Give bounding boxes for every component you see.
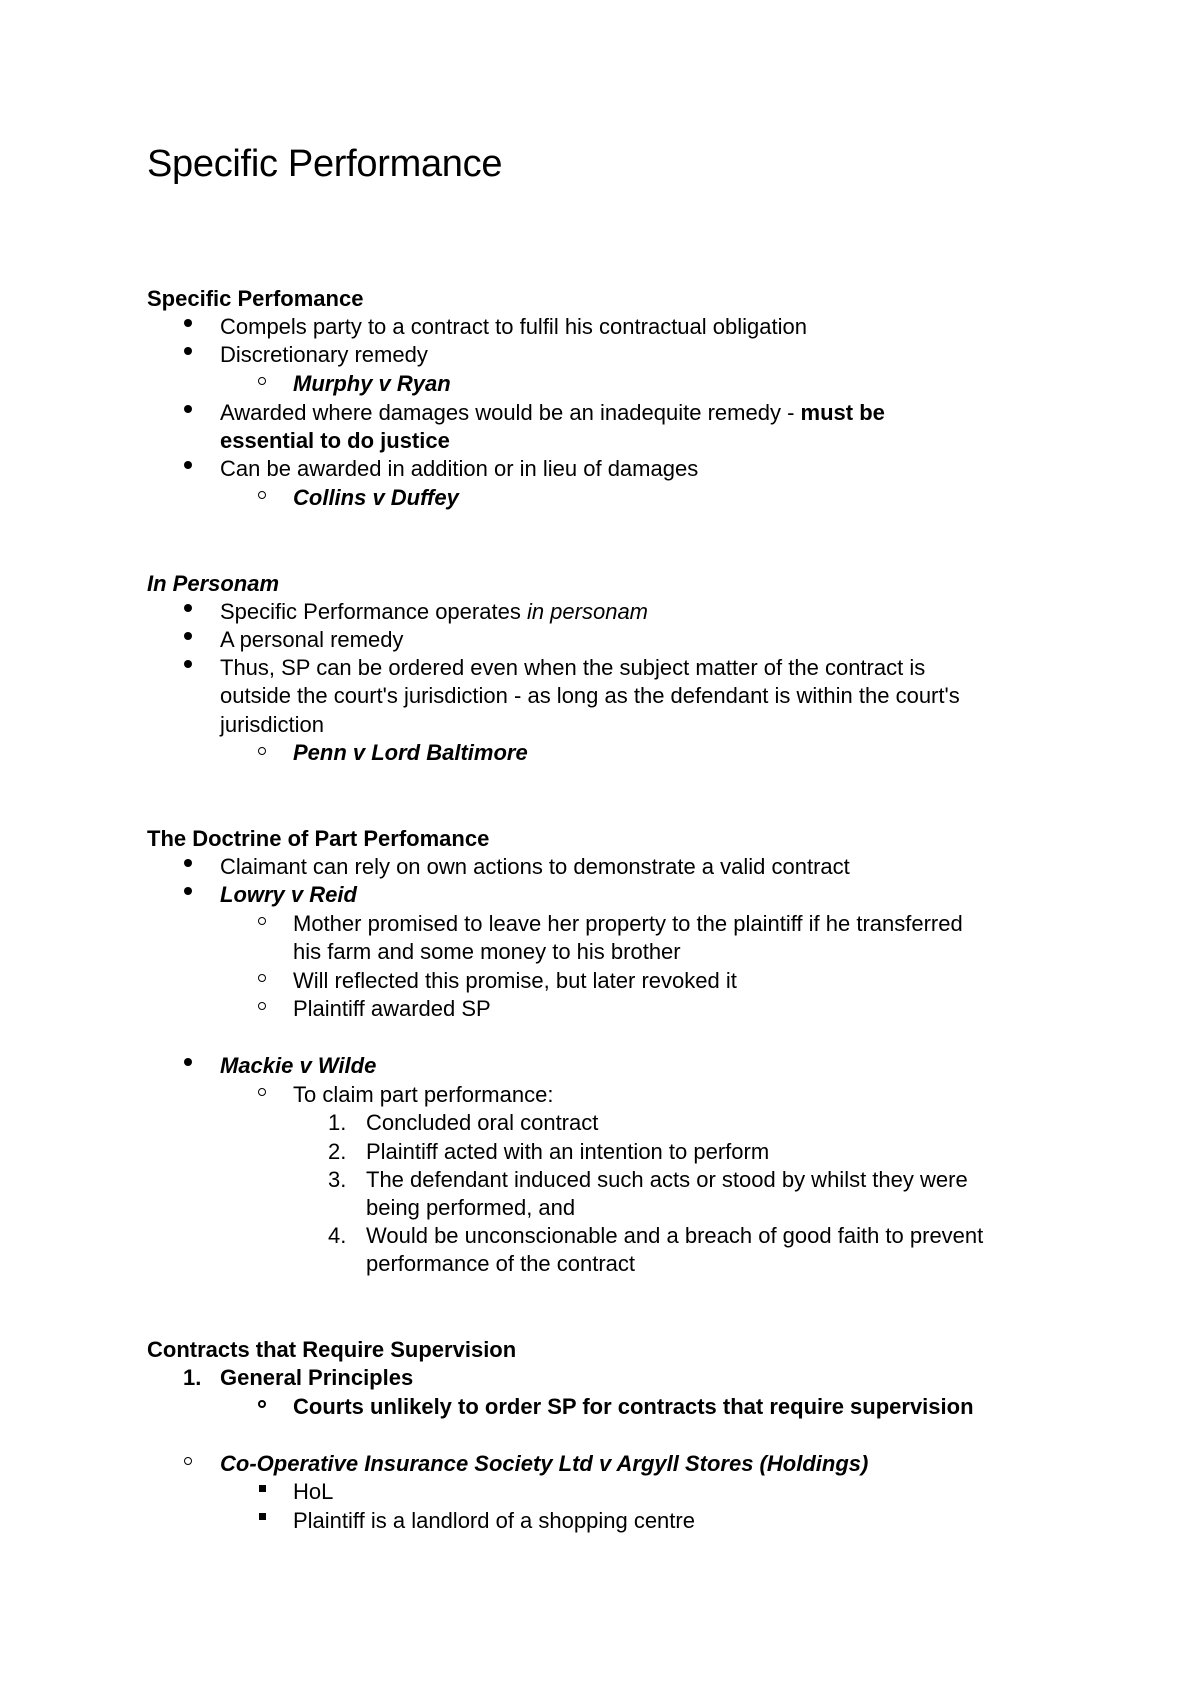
section-heading-contracts-supervision: Contracts that Require Supervision xyxy=(147,1337,517,1362)
circle-bullet-icon xyxy=(258,747,266,755)
list-item: HoL xyxy=(293,1479,334,1504)
list-number: 2. xyxy=(328,1139,347,1164)
list-item: Courts unlikely to order SP for contracts that require supervision xyxy=(293,1394,974,1419)
list-number: 1. xyxy=(328,1110,347,1135)
list-item: Discretionary remedy xyxy=(220,342,428,367)
bullet-icon xyxy=(184,405,192,413)
circle-bullet-icon xyxy=(258,1002,266,1010)
bullet-icon xyxy=(184,347,192,355)
bullet-icon xyxy=(184,660,192,668)
page-title: Specific Performance xyxy=(147,143,503,185)
bullet-icon xyxy=(184,1058,192,1066)
list-item: Can be awarded in addition or in lieu of damages xyxy=(220,456,699,481)
list-item: Will reflected this promise, but later revoked it xyxy=(293,968,737,993)
list-item: Compels party to a contract to fulfil his contractual obligation xyxy=(220,314,807,339)
list-item: Thus, SP can be ordered even when the subject matter of the contract is xyxy=(220,655,926,680)
circle-bullet-icon xyxy=(258,1400,266,1408)
bullet-icon xyxy=(184,632,192,640)
list-item xyxy=(220,598,648,626)
case-name-collins-v-duffey: Collins v Duffey xyxy=(293,485,459,510)
list-number: 1. xyxy=(183,1365,202,1390)
case-name-lowry-v-reid: Lowry v Reid xyxy=(220,882,357,907)
list-item: A personal remedy xyxy=(220,627,404,652)
list-number: 4. xyxy=(328,1223,347,1248)
list-item-continuation: essential to do justice xyxy=(220,428,450,453)
numbered-item: Plaintiff acted with an intention to perform xyxy=(366,1139,770,1164)
bullet-icon xyxy=(184,319,192,327)
list-item: Plaintiff awarded SP xyxy=(293,996,491,1021)
bullet-icon xyxy=(184,461,192,469)
circle-bullet-icon xyxy=(258,377,266,385)
numbered-item: Concluded oral contract xyxy=(366,1110,599,1135)
circle-bullet-icon xyxy=(258,974,266,982)
list-item-italic-text: in personam xyxy=(526,599,649,624)
square-bullet-icon xyxy=(259,1513,266,1520)
list-item-bold-text: must be xyxy=(800,400,885,425)
case-name-co-operative-v-argyll: Co-Operative Insurance Society Ltd v Argyll Stores (Holdings) xyxy=(220,1451,869,1476)
list-item-text: Awarded where damages would be an inadequite remedy - xyxy=(220,400,801,425)
section-heading-specific-perfomance: Specific Perfomance xyxy=(147,286,364,311)
bullet-icon xyxy=(184,887,192,895)
list-item: Plaintiff is a landlord of a shopping centre xyxy=(293,1508,695,1533)
list-item xyxy=(220,399,885,427)
circle-bullet-icon xyxy=(258,917,266,925)
list-item: To claim part performance: xyxy=(293,1082,554,1107)
list-item: Mother promised to leave her property to the plaintiff if he transferred xyxy=(293,911,963,936)
circle-bullet-icon xyxy=(258,1088,266,1096)
circle-bullet-icon xyxy=(184,1457,192,1465)
case-name-penn-v-lord-baltimore: Penn v Lord Baltimore xyxy=(293,740,528,765)
numbered-item: General Principles xyxy=(220,1365,414,1390)
list-item-text: Specific Performance operates xyxy=(220,599,527,624)
numbered-item: The defendant induced such acts or stood by whilst they were xyxy=(366,1167,968,1192)
square-bullet-icon xyxy=(259,1485,266,1492)
circle-bullet-icon xyxy=(258,491,266,499)
numbered-item-continuation: being performed, and xyxy=(366,1195,576,1220)
section-heading-part-perfomance: The Doctrine of Part Perfomance xyxy=(147,826,490,851)
list-item-continuation: outside the court's jurisdiction - as long as the defendant is within the court's xyxy=(220,683,960,708)
list-item: Claimant can rely on own actions to demonstrate a valid contract xyxy=(220,854,850,879)
list-item-continuation: his farm and some money to his brother xyxy=(293,939,681,964)
case-name-murphy-v-ryan: Murphy v Ryan xyxy=(293,371,451,396)
bullet-icon xyxy=(184,604,192,612)
numbered-item-continuation: performance of the contract xyxy=(366,1251,636,1276)
case-name-mackie-v-wilde: Mackie v Wilde xyxy=(220,1053,377,1078)
section-heading-in-personam: In Personam xyxy=(147,571,280,596)
list-item-continuation: jurisdiction xyxy=(220,712,324,737)
bullet-icon xyxy=(184,859,192,867)
list-number: 3. xyxy=(328,1167,347,1192)
numbered-item: Would be unconscionable and a breach of good faith to prevent xyxy=(366,1223,984,1248)
